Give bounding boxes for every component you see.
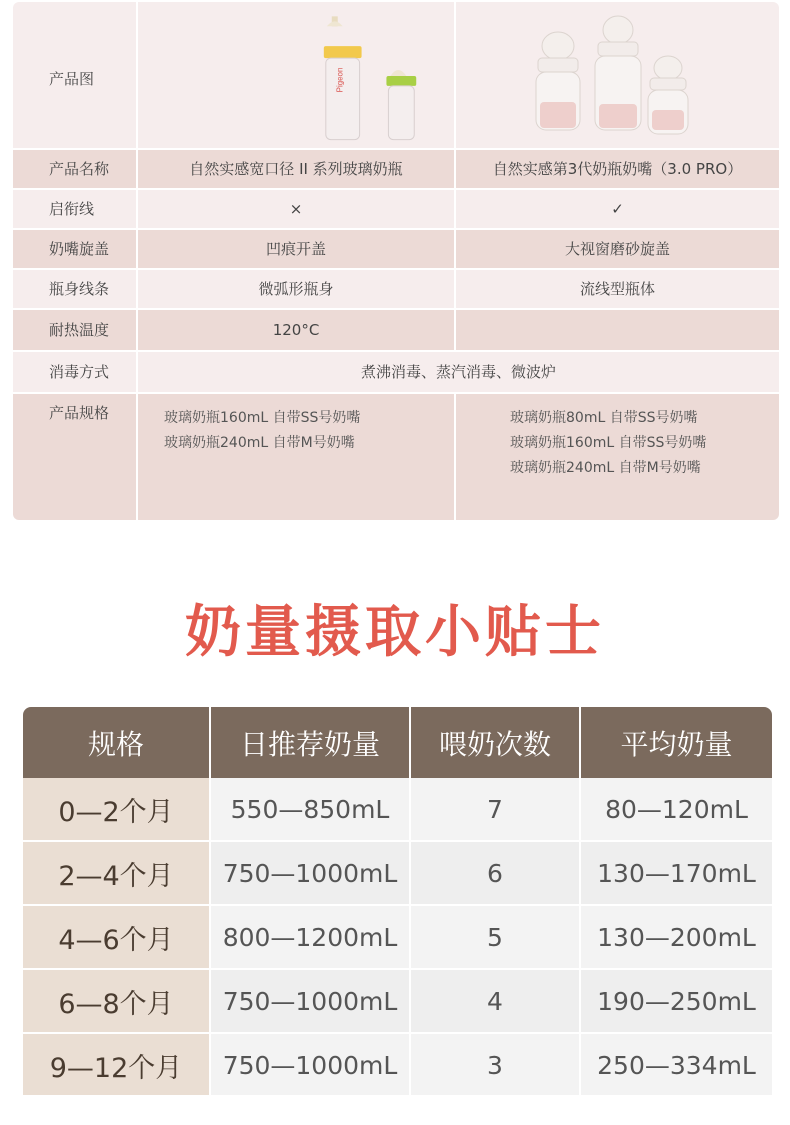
product-image-right: [456, 2, 779, 150]
product-image-left: [138, 2, 456, 150]
cell-right: 流线型瓶体: [456, 270, 779, 310]
age-cell: 2—4个月: [23, 841, 210, 905]
cell-right: 自然实感第3代奶瓶奶嘴（3.0 PRO）: [456, 150, 779, 190]
feeding-count-cell: 4: [410, 969, 580, 1033]
yellow-cap: [324, 46, 362, 58]
daily-amount-cell: 750—1000mL: [210, 1033, 410, 1095]
feeding-count-cell: 6: [410, 841, 580, 905]
row-nipple-cap: [13, 230, 779, 270]
cap: [538, 58, 578, 72]
row-label: 消毒方式: [13, 352, 138, 394]
brand-logo: Pigeon: [335, 67, 345, 93]
table-header-row: [23, 707, 772, 778]
daily-amount-cell: 750—1000mL: [210, 969, 410, 1033]
average-amount-cell: 130—170mL: [580, 841, 772, 905]
spec-line: 玻璃奶瓶240mL 自带M号奶嘴: [510, 460, 701, 476]
glass-bottle-160: [388, 86, 414, 140]
cell-right: 大视窗磨砂旋盖: [456, 230, 779, 270]
row-label: 瓶身线条: [13, 270, 138, 310]
print-pattern: [652, 110, 684, 130]
feeding-count-cell: 5: [410, 905, 580, 969]
age-cell: 6—8个月: [23, 969, 210, 1033]
daily-amount-cell: 750—1000mL: [210, 841, 410, 905]
cap: [598, 42, 638, 56]
row-sterilization: [13, 352, 779, 394]
nipple: [654, 56, 682, 80]
print-pattern: [599, 104, 637, 128]
column-header: 日推荐奶量: [210, 707, 410, 778]
cell-left: 凹痕开盖: [138, 230, 456, 270]
table-row: [23, 841, 772, 905]
table-row: [23, 905, 772, 969]
spec-line: 玻璃奶瓶160mL 自带SS号奶嘴: [164, 410, 361, 426]
cell-right: ✓: [456, 190, 779, 230]
row-label: 奶嘴旋盖: [13, 230, 138, 270]
column-header: 平均奶量: [580, 707, 772, 778]
cell-right-specs: [456, 394, 779, 520]
comparison-table: [13, 2, 779, 520]
row-label: 产品规格: [13, 394, 138, 520]
cell-left-specs: [138, 394, 456, 520]
daily-amount-cell: 800—1200mL: [210, 905, 410, 969]
cell-left: 自然实感宽口径 II 系列玻璃奶瓶: [138, 150, 456, 190]
spec-line: 玻璃奶瓶240mL 自带M号奶嘴: [164, 435, 355, 451]
green-cap: [386, 76, 416, 86]
cell-right: [456, 310, 779, 352]
cell-left: 微弧形瓶身: [138, 270, 456, 310]
row-label: 产品图: [13, 2, 138, 150]
feeding-count-cell: 7: [410, 778, 580, 841]
nipple: [603, 16, 633, 44]
row-label: 耐热温度: [13, 310, 138, 352]
row-label: 产品名称: [13, 150, 138, 190]
spec-line: 玻璃奶瓶160mL 自带SS号奶嘴: [510, 435, 707, 451]
average-amount-cell: 190—250mL: [580, 969, 772, 1033]
row-product-name: [13, 150, 779, 190]
cell-left: ×: [138, 190, 456, 230]
cell-merged: 煮沸消毒、蒸汽消毒、微波炉: [138, 352, 779, 394]
bottles-wide-neck-image: [138, 2, 454, 148]
milk-intake-table: [23, 707, 772, 1095]
nipple: [542, 32, 574, 60]
column-header: 喂奶次数: [410, 707, 580, 778]
daily-amount-cell: 550—850mL: [210, 778, 410, 841]
section-title: 奶量摄取小贴士: [185, 600, 605, 665]
column-header: 规格: [23, 707, 210, 778]
row-heat-resistance: [13, 310, 779, 352]
row-product-image: [13, 2, 779, 150]
row-specifications: [13, 394, 779, 520]
spec-line: 玻璃奶瓶80mL 自带SS号奶嘴: [510, 410, 698, 426]
age-cell: 0—2个月: [23, 778, 210, 841]
average-amount-cell: 250—334mL: [580, 1033, 772, 1095]
row-label: 启衔线: [13, 190, 138, 230]
age-cell: 9—12个月: [23, 1033, 210, 1095]
print-pattern: [540, 102, 576, 128]
average-amount-cell: 80—120mL: [580, 778, 772, 841]
average-amount-cell: 130—200mL: [580, 905, 772, 969]
row-bottle-shape: [13, 270, 779, 310]
table-row: [23, 778, 772, 841]
nipple: [327, 21, 343, 26]
cap: [650, 78, 686, 90]
row-latch-line: [13, 190, 779, 230]
age-cell: 4—6个月: [23, 905, 210, 969]
table-row: [23, 1033, 772, 1095]
feeding-count-cell: 3: [410, 1033, 580, 1095]
bottles-3rd-gen-image: [456, 2, 779, 148]
nipple: [390, 70, 406, 76]
cell-left: 120°C: [138, 310, 456, 352]
table-row: [23, 969, 772, 1033]
